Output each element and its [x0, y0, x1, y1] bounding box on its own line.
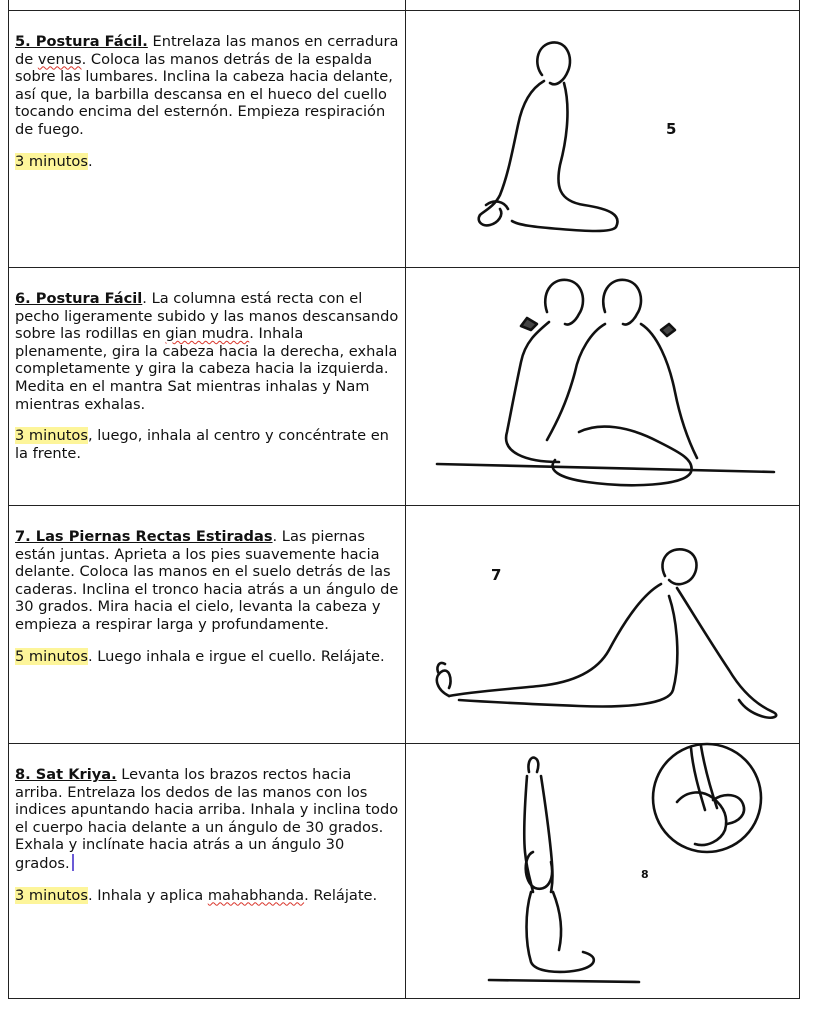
kneeling-arms-raised-figure — [479, 752, 649, 992]
figure-number: 5 — [666, 120, 677, 138]
duration-highlight: 3 minutos — [15, 427, 88, 445]
exercise-6-text[interactable]: 6. Postura Fácil. La columna está recta con el pecho ligeramente subido y las manos descansando sobre las rodillas en gian mudra. Inhala plenamente, gira la cabeza hacia la derecha, exhala completamente y gira la cabeza hacia la izquierda. Medita en el mantra Sat mientras inhalas y Nam mientras exhalas. 3 minutos, luego, inhala al centro y concéntrate en la frente. — [15, 290, 399, 462]
exercise-title: 8. Sat Kriya. — [15, 766, 117, 783]
row-divider — [9, 267, 799, 268]
seated-kneeling-head-down-figure — [464, 35, 634, 235]
exercise-5-text[interactable]: 5. Postura Fácil. Entrelaza las manos en cerradura de venus. Coloca las manos detrás de la espalda sobre las lumbares. Inclina la cabeza hacia delante, así que, la barbilla descansa en el hueco del cuello tocando encima del esternón. Empieza respiración de fuego. 3 minutos. — [15, 33, 399, 170]
duration-highlight: 3 minutos — [15, 152, 88, 170]
text-cursor — [72, 854, 74, 871]
duration-highlight: 5 minutos — [15, 647, 88, 665]
spellcheck-word[interactable]: venus — [37, 50, 82, 68]
spellcheck-word[interactable]: gian mudra — [165, 325, 250, 343]
exercise-title: 7. Las Piernas Rectas Estiradas — [15, 528, 273, 545]
figure-number: 8 — [641, 868, 649, 881]
seated-cross-legged-head-turn-figure — [429, 272, 779, 497]
exercise-table — [8, 0, 800, 999]
row-divider — [9, 10, 799, 11]
exercise-title: 6. Postura Fácil — [15, 290, 143, 307]
duration-highlight: 3 minutos — [15, 886, 88, 904]
exercise-7-text[interactable]: 7. Las Piernas Rectas Estiradas. Las piernas están juntas. Aprieta a los pies suavemente hacia delante. Coloca las manos en el suelo detrás de las caderas. Inclina el tronco hacia atrás a un ángulo de 30 grados. Mira hacia el cielo, levanta la cabeza y empieza a respirar larga y profundamente. 5 minutos. Luego inhala e irgue el cuello. Relájate. — [15, 528, 399, 665]
row-divider — [9, 505, 799, 506]
interlaced-fingers-mudra-icon — [647, 740, 767, 856]
column-divider — [405, 0, 406, 998]
exercise-title: 5. Postura Fácil. — [15, 33, 148, 50]
spellcheck-word[interactable]: mahabhanda — [207, 886, 305, 904]
figure-number: 7 — [491, 566, 502, 584]
seated-legs-extended-lean-back-figure — [429, 540, 794, 730]
exercise-8-text[interactable]: 8. Sat Kriya. Levanta los brazos rectos hacia arriba. Entrelaza los dedos de las manos con los indices apuntando hacia arriba. Inhala y inclina todo el cuerpo hacia delante a un ángulo de 30 grados. Exhala y inclínate hacia atrás a un ángulo 30 grados. 3 minutos. Inhala y aplica mahabhanda. Relájate. — [15, 766, 399, 904]
